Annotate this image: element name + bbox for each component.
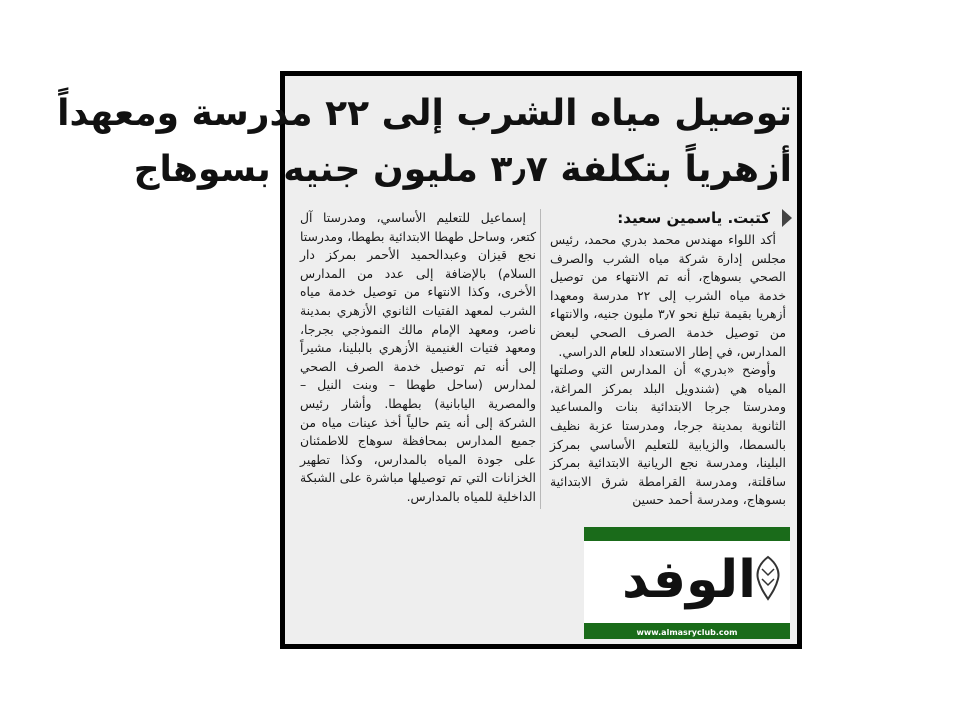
- article-paragraph: أكد اللواء مهندس محمد بدري محمد، رئيس مجلس إدارة شركة مياه الشرب والصرف الصحي بسوهاج، أنه تم الانتهاء من توصيل خدمة مياه الشرب إلى ٢٢ مدرسة ومعهدا أزهريا بقيمة تبلغ نحو ٣٫٧ مليون جنيه، والانتهاء من توصيل خدمة الصرف الصحي لبعض المدارس، في إطار الاستعداد للعام الدراسي.: [550, 232, 786, 359]
- headline-line-2: أزهرياً بتكلفة ٣٫٧ مليون جنيه بسوهاج: [133, 149, 792, 190]
- newspaper-clipping: [57, 71, 802, 649]
- logo-wordmark: الوفد: [621, 550, 757, 610]
- logo-bar-top: [584, 527, 790, 541]
- article-paragraph: وأوضح «بدري» أن المدارس التي وصلتها المياه هي (شندويل البلد بمركز المراغة، ومدرستا جرجا الابتدائية بنات والمساعيد الثانوية بمدينة جرجا، ومدرستا عزبة نظيف بالسمطا، والزيابية للتعليم الأساسي بمركز البلينا، ومدرسة نجع الريانية الابتدائية بمركز ساقلتة، ومدرسة القرامطة شرق الابتدائية بسوهاج، ومدرسة أحمد حسين: [550, 362, 786, 508]
- newspaper-logo: [584, 527, 790, 639]
- column-divider: [540, 209, 541, 509]
- article-paragraph: إسماعيل للتعليم الأساسي، ومدرستا آل كتعر، وساحل طهطا الابتدائية بطهطا، ومدرستا نجع قيزان وعبدالحميد الأحمر بمركز دار السلام) بالإضافة إلى عدد من المدارس الأخرى، وكذا الانتهاء من توصيل خدمة مياه الشرب لمعهد الفتيات الثانوي الأزهري بمدينة ناصر، ومعهد الإمام مالك النموذجي بجرجا، ومعهد فتيات الغنيمية الأزهري بالبلينا، مشيراً إلى أنه تم توصيل خدمة الصرف الصحي لمدارس (ساحل طهطا – وبنت النيل – والمصرية اليابانية) بطهطا. وأشار رئيس الشركة إلى أنه يتم حالياً أخذ عينات مياه من جميع المدارس بمحافظة سوهاج للاطمئنان على جودة المياه بالمدارس، وكذا تطهير الخزانات التي تم توصيلها مباشرة على الشبكة الداخلية للمياه بالمدارس.: [300, 210, 536, 504]
- bullet-icon: [780, 207, 794, 229]
- byline: كتبت. ياسمين سعيد:: [617, 209, 770, 227]
- eagle-emblem-icon: [752, 553, 784, 603]
- article-column-left: [300, 209, 536, 507]
- logo-url: www.almasryclub.com: [636, 628, 738, 637]
- headline-line-1: توصيل مياه الشرب إلى ٢٢ مدرسة ومعهداً: [57, 93, 792, 134]
- article-column-right: [550, 231, 786, 510]
